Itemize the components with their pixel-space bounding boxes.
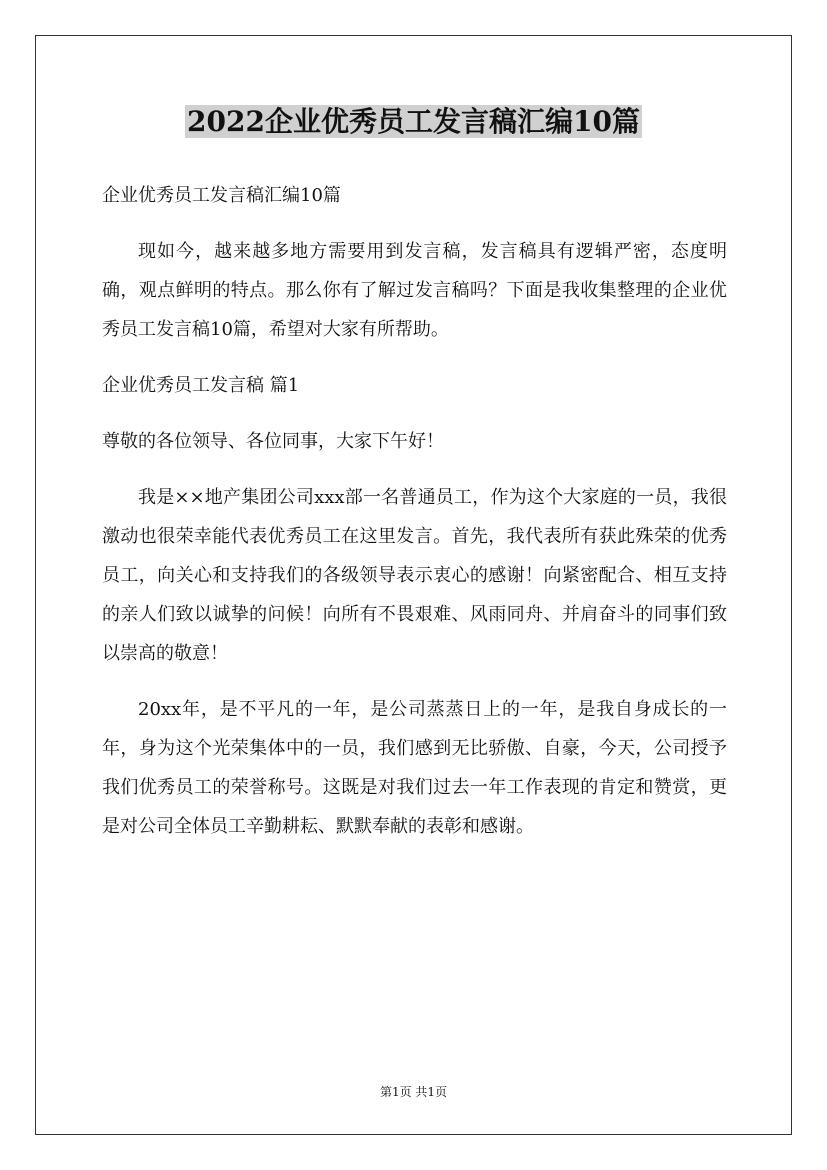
body-paragraph: 我是××地产集团公司xxx部一名普通员工，作为这个大家庭的一员，我很激动也很荣幸能代表优秀员工在这里发言。首先，我代表所有获此殊荣的优秀员工，向关心和支持我们的各级领导表示衷心的感谢！向紧密配合、相互支持的亲人们致以诚挚的问候！向所有不畏艰难、风雨同舟、并肩奋斗的同事们致以崇高的敬意！	[102, 487, 727, 664]
section-heading: 企业优秀员工发言稿 篇1	[102, 375, 300, 396]
subtitle-paragraph: 企业优秀员工发言稿汇编10篇	[102, 185, 341, 206]
body-paragraph: 20xx年，是不平凡的一年，是公司蒸蒸日上的一年，是我自身成长的一年，身为这个光荣集体中的一员，我们感到无比骄傲、自豪，今天，公司授予我们优秀员工的荣誉称号。这既是对我们过去一年工作表现的肯定和赞赏，更是对公司全体员工辛勤耕耘、默默奉献的表彰和感谢。	[102, 699, 727, 837]
document-body	[102, 176, 727, 863]
page-footer: 第1页 共1页	[379, 1085, 448, 1099]
document-title-text: 2022企业优秀员工发言稿汇编10篇	[187, 105, 640, 138]
intro-paragraph: 现如今，越来越多地方需要用到发言稿，发言稿具有逻辑严密，态度明确，观点鲜明的特点。那么你有了解过发言稿吗？下面是我收集整理的企业优秀员工发言稿10篇，希望对大家有所帮助。	[102, 241, 727, 340]
document-title	[0, 102, 827, 142]
greeting-paragraph: 尊敬的各位领导、各位同事，大家下午好！	[102, 431, 444, 452]
